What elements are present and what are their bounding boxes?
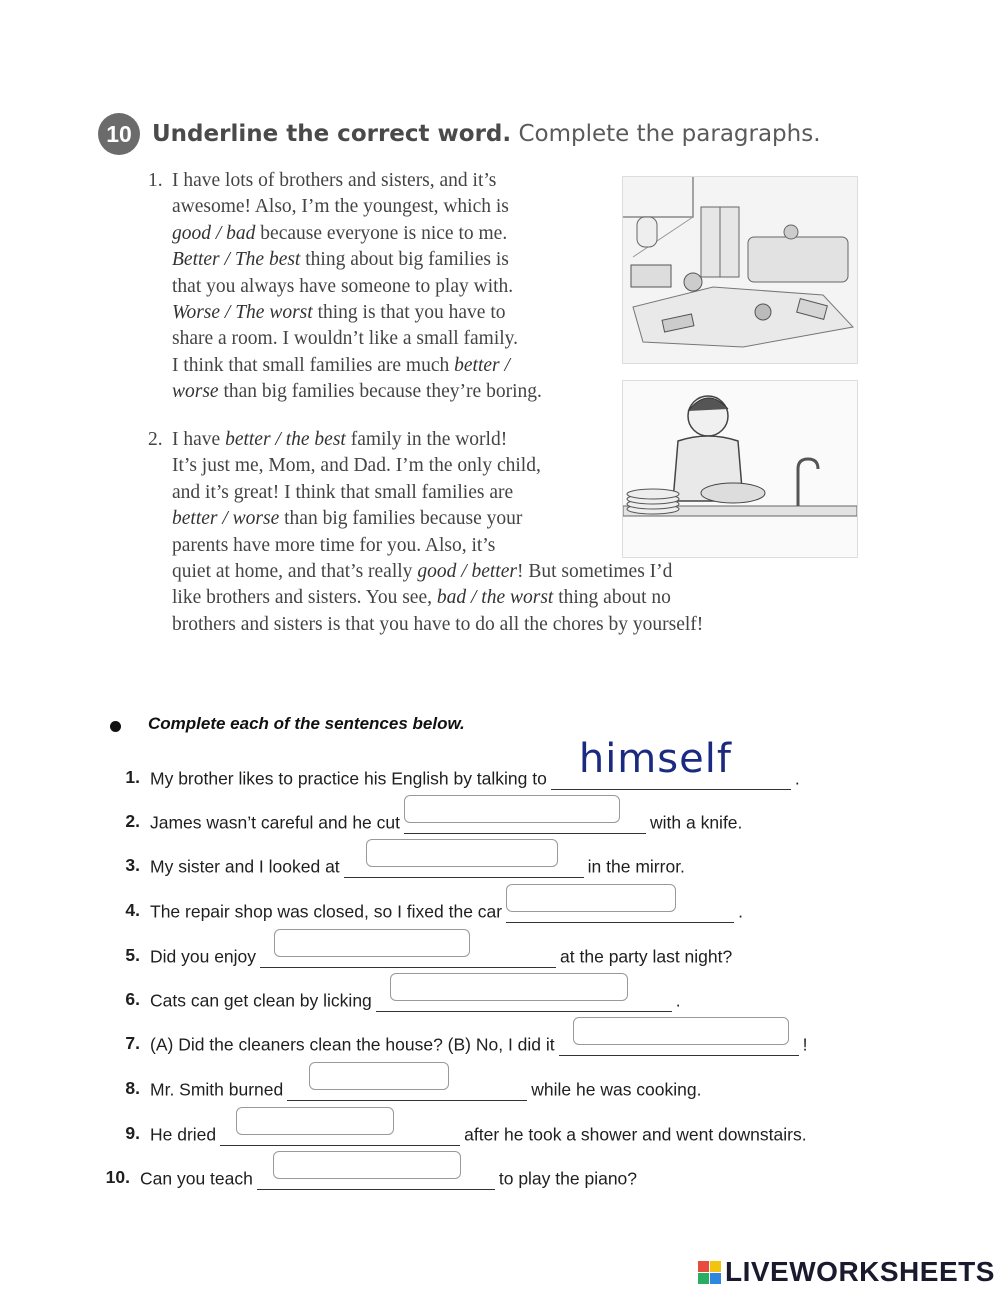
sentence-number: 5. [125, 945, 140, 965]
paragraph-line: that you always have someone to play with. [172, 275, 514, 297]
paragraph-number: 2. [148, 429, 163, 450]
sentence-number: 10. [105, 1167, 130, 1187]
sentence-number: 8. [125, 1078, 140, 1098]
liveworksheets-logo [698, 1256, 995, 1288]
answer-input-1[interactable]: himself [578, 735, 732, 782]
exercise-10-header [98, 113, 821, 155]
sentence-3 [110, 850, 685, 880]
paragraph-line: parents have more time for you. Also, it’s [172, 534, 496, 556]
paragraph-line: and it’s great! I think that small families are [172, 481, 514, 503]
sentence-4 [110, 895, 743, 925]
answer-blank-line [260, 945, 556, 968]
exercise-title [152, 121, 821, 147]
paragraph-line: 2. I have better / the best family in the world! [172, 427, 703, 453]
logo-text: LIVEWORKSHEETS [725, 1256, 995, 1287]
sentence-text-after: in the mirror. [587, 856, 685, 877]
sentence-text-after: at the party last night? [560, 946, 733, 967]
bullet-point [110, 721, 121, 732]
exercise-number-badge: 10 [98, 113, 140, 155]
paragraph-line: awesome! Also, I’m the youngest, which is [172, 196, 509, 218]
sentence-text-before: He dried [150, 1124, 217, 1145]
paragraph-line: Worse / The worst thing is that you have to [172, 302, 506, 324]
boy-washing-dishes-illustration [622, 380, 858, 558]
sentence-text-after: . [794, 768, 800, 789]
paragraph-line: worse than big families because they’re boring. [172, 381, 542, 403]
sentence-1 [110, 735, 800, 792]
paragraph-number: 1. [148, 170, 163, 191]
sentence-number: 9. [125, 1123, 140, 1143]
exercise-title-rest: Complete the paragraphs. [518, 121, 821, 147]
sentence-text-before: Can you teach [140, 1168, 253, 1189]
sentence-2 [110, 806, 742, 836]
paragraph-line: I think that small families are much better / [172, 354, 510, 376]
answer-input-5[interactable] [274, 929, 470, 957]
answer-input-2[interactable] [404, 795, 620, 823]
sentence-9 [110, 1118, 807, 1148]
answer-input-8[interactable] [309, 1062, 449, 1090]
sentence-text-after: ! [802, 1034, 808, 1055]
answer-input-10[interactable] [273, 1151, 461, 1179]
paragraph-line: share a room. I wouldn’t like a small family. [172, 328, 519, 350]
sentence-number: 3. [125, 855, 140, 875]
sentence-text-after: with a knife. [650, 812, 743, 833]
sentence-text-before: James wasn’t careful and he cut [150, 812, 400, 833]
answer-blank-line [506, 900, 734, 923]
instruction-text: Complete each of the sentences below. [148, 714, 465, 733]
paragraph-line: 1. I have lots of brothers and sisters, and it’s [172, 168, 542, 194]
sentence-6 [110, 984, 681, 1014]
paragraph-line: Better / The best thing about big families is [172, 249, 509, 271]
answer-input-9[interactable] [236, 1107, 394, 1135]
messy-bedroom-illustration [622, 176, 858, 364]
answer-blank-line [559, 1033, 799, 1056]
answer-blank-line [376, 989, 672, 1012]
sentence-text-after: . [738, 901, 743, 922]
paragraph-1 [148, 168, 542, 406]
sentence-text-before: My sister and I looked at [150, 856, 340, 877]
paragraph-line: brothers and sisters is that you have to do all the chores by yourself! [172, 613, 704, 635]
answer-blank-line [287, 1078, 527, 1101]
sentence-text-before: Cats can get clean by licking [150, 990, 372, 1011]
answer-blank-line [551, 735, 791, 790]
answer-input-7[interactable] [573, 1017, 789, 1045]
sentence-5 [110, 940, 732, 970]
sentence-7 [110, 1028, 808, 1058]
answer-blank-line [344, 855, 584, 878]
sentence-text-after: while he was cooking. [531, 1079, 702, 1100]
sentence-text-after: . [675, 990, 681, 1011]
sentence-text-before: My brother likes to practice his English by talking to [150, 768, 547, 789]
answer-input-6[interactable] [390, 973, 628, 1001]
sentence-8 [110, 1073, 701, 1103]
answer-blank-line [257, 1167, 495, 1190]
paragraph-line: better / worse than big families because your [172, 508, 523, 530]
sentence-text-after: after he took a shower and went downstairs. [464, 1124, 807, 1145]
sentence-text-after: to play the piano? [498, 1168, 638, 1189]
sentence-number: 4. [125, 900, 140, 920]
sentence-number: 1. [125, 767, 140, 787]
sentence-number: 6. [125, 989, 140, 1009]
sentence-text-before: The repair shop was closed, so I fixed the car [150, 901, 503, 922]
paragraph-line: like brothers and sisters. You see, bad / the worst thing about no [172, 587, 671, 609]
sentence-number: 7. [125, 1033, 140, 1053]
answer-input-4[interactable] [506, 884, 676, 912]
exercise-title-bold: Underline the correct word. [152, 121, 512, 147]
sentence-10 [100, 1162, 637, 1192]
sentence-text-before: (A) Did the cleaners clean the house? (B) No, I did it [150, 1034, 555, 1055]
paragraph-line: It’s just me, Mom, and Dad. I’m the only child, [172, 455, 541, 477]
answer-blank-line [404, 811, 646, 834]
logo-icon [698, 1261, 721, 1284]
sentence-text-before: Did you enjoy [150, 946, 257, 967]
answer-input-3[interactable] [366, 839, 558, 867]
paragraph-line: good / bad because everyone is nice to me. [172, 222, 508, 244]
sentence-text-before: Mr. Smith burned [150, 1079, 284, 1100]
sentence-number: 2. [125, 811, 140, 831]
paragraph-line: quiet at home, and that’s really good / better! But sometimes I’d [172, 561, 673, 583]
answer-blank-line [220, 1123, 460, 1146]
